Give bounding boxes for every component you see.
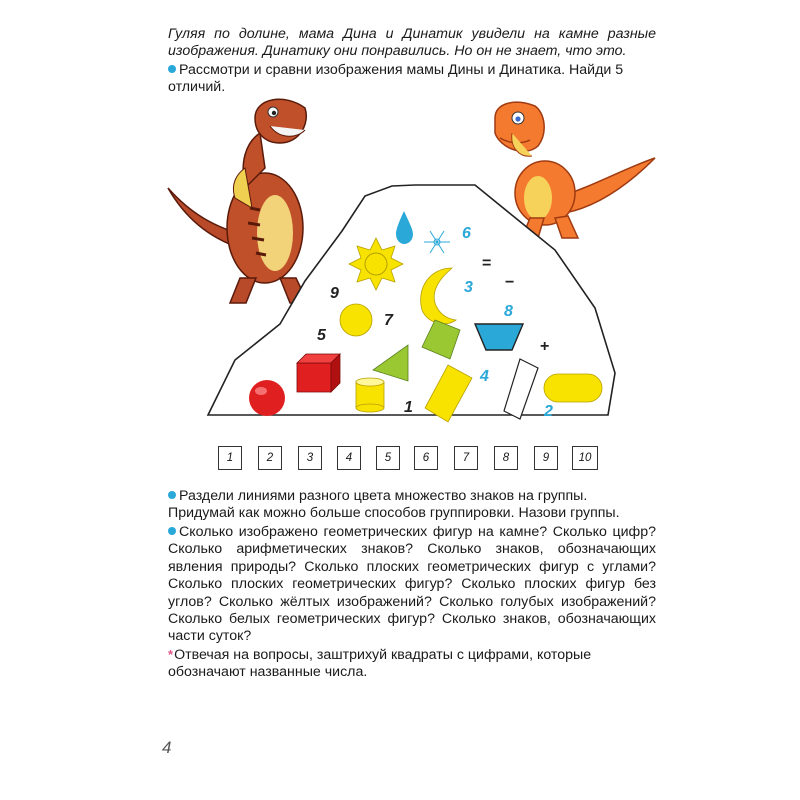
digit-9: 9 bbox=[330, 285, 339, 302]
digit-2: 2 bbox=[544, 403, 553, 420]
task-counting-text: Сколько изображено геометрических фигур на камне? Сколько цифр? Сколько арифметических знаков? Сколько знаков, обозначающих явления природы? Сколько плоских геометрических фигур с углами? Сколько плоских геометрических фигур? Сколько плоских фигур без углов? Сколько жёлтых изображений? Сколько голубых изображений? Сколько белых геометрических фигур? Сколько знаков, обозначающих части суток? bbox=[168, 524, 656, 645]
number-box[interactable]: 10 bbox=[572, 446, 598, 470]
mama-dino-illustration bbox=[168, 99, 308, 303]
number-box[interactable]: 9 bbox=[534, 446, 558, 470]
task-grouping-text: Раздели линиями разного цвета множество знаков на группы. Придумай как можно больше способов группировки. Назови группы. bbox=[168, 488, 620, 522]
stone-illustration bbox=[160, 88, 660, 438]
number-box[interactable]: 3 bbox=[298, 446, 322, 470]
number-box[interactable]: 1 bbox=[218, 446, 242, 470]
task-shading-text: Отвечая на вопросы, заштрихуй квадраты с цифрами, которые обозначают названные числа. bbox=[168, 647, 592, 681]
digit-7: 7 bbox=[384, 312, 393, 329]
yellow-cylinder-shape bbox=[356, 378, 384, 412]
yellow-circle-shape bbox=[340, 304, 372, 336]
number-box[interactable]: 4 bbox=[337, 446, 361, 470]
number-box[interactable]: 8 bbox=[494, 446, 518, 470]
sign-minus: − bbox=[505, 274, 515, 291]
task-counting bbox=[168, 524, 656, 646]
bullet-icon bbox=[168, 65, 176, 73]
task-compare-text: Рассмотри и сравни изображения мамы Дины и Динатика. Найди 5 отличий. bbox=[168, 62, 624, 96]
number-boxes-row bbox=[218, 446, 600, 472]
task-grouping bbox=[168, 488, 656, 523]
digit-5: 5 bbox=[317, 327, 326, 344]
digit-6: 6 bbox=[462, 225, 471, 242]
sign-equals: = bbox=[482, 255, 492, 272]
number-box[interactable]: 6 bbox=[414, 446, 438, 470]
dinatik-illustration bbox=[495, 102, 655, 238]
number-box[interactable]: 5 bbox=[376, 446, 400, 470]
bullet-icon bbox=[168, 527, 176, 535]
intro-paragraph: Гуляя по долине, мама Дина и Динатик увидели на камне разные изображения. Динатику они понравились. Но он не знает, что это. bbox=[168, 26, 656, 60]
bullet-icon bbox=[168, 491, 176, 499]
yellow-oval-shape bbox=[544, 374, 602, 402]
ball-highlight bbox=[255, 387, 267, 395]
red-cube-shape bbox=[297, 354, 340, 392]
digit-1: 1 bbox=[404, 399, 413, 416]
digit-3: 3 bbox=[464, 279, 473, 296]
number-box[interactable]: 2 bbox=[258, 446, 282, 470]
sun-icon bbox=[349, 238, 403, 290]
task-shading bbox=[168, 646, 656, 682]
page-number: 4 bbox=[162, 738, 172, 757]
red-ball-shape bbox=[249, 380, 285, 416]
number-box[interactable]: 7 bbox=[454, 446, 478, 470]
digit-8: 8 bbox=[504, 303, 513, 320]
star-icon: * bbox=[168, 647, 174, 662]
digit-4: 4 bbox=[480, 368, 489, 385]
sign-plus: + bbox=[540, 338, 550, 355]
